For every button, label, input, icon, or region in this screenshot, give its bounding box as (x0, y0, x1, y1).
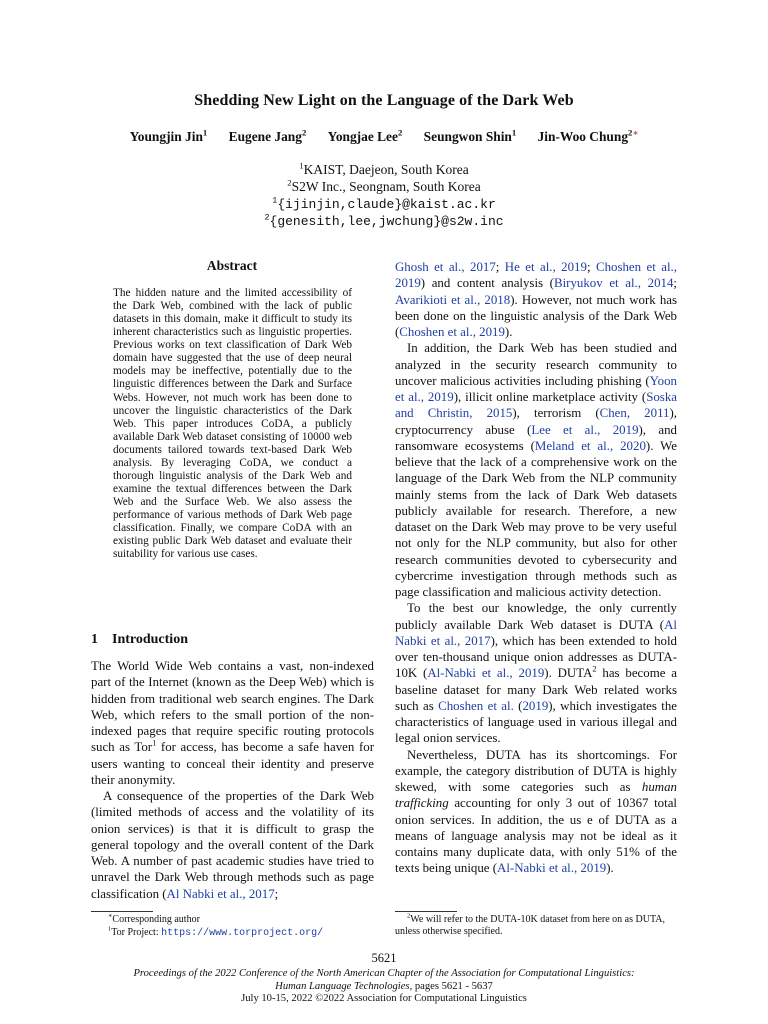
citation-link[interactable]: Lee et al., 2019 (531, 422, 639, 437)
footnote-rule (395, 911, 457, 912)
abstract-text: The hidden nature and the limited accessibility of the Dark Web, combined with the lack of public datasets in this domain, make it difficult to study its inherent characteristics such as linguistic properties. Previous works on text classification of Dark Web domain have suggested that the use of deep neural models may be ineffective, potentially due to the linguistic differences between the Dark and Surface Webs. However, not much work has been done to uncover the linguistic characteristics of the Dark Web. This paper introduces CoDA, a publicly available Dark Web dataset consisting of 10000 web documents tailored towards text-based Dark Web analysis. By leveraging CoDA, we conduct a thorough linguistic analysis of the Dark Web and examine the textual differences between the Dark Web and the Surface Web. We also assess the performance of various methods of Dark Web page classification. Finally, we compare CoDA with an existing public Dark Web dataset and evaluate their suitability for various use cases. (113, 287, 352, 561)
citation-link[interactable]: Al Nabki et al., 2017 (166, 886, 275, 901)
email-line: $^1${ijinjin,claude}@kaist.ac.kr (272, 195, 496, 212)
text-run: ; (673, 276, 678, 291)
text-run: ), cryptocurrency abuse ( (395, 406, 677, 437)
author-list (0, 129, 768, 145)
paper-title: Shedding New Light on the Language of the Dark Web (194, 92, 574, 109)
text-run: ; (586, 260, 596, 274)
paragraph (395, 340, 677, 600)
paragraph (395, 259, 677, 340)
citation-link[interactable]: Biryukov et al., 2014 (553, 276, 674, 291)
citation-link[interactable]: Choshen et al., 2019 (395, 260, 677, 291)
left-column-body (91, 658, 374, 902)
citation-link[interactable]: 2019 (522, 698, 549, 713)
footnote-rule (91, 911, 153, 912)
text-run: ), terrorism ( (512, 406, 600, 421)
citation-link[interactable]: Ghosh et al., 2017 (395, 260, 496, 274)
citation-link[interactable]: Al-Nabki et al., 2019 (427, 666, 545, 681)
citation-link[interactable]: Al Nabki et al., 2017 (395, 617, 677, 648)
text-run: ). (504, 325, 513, 339)
paragraph: A consequence of the properties of the Dark Web (limited methods of access and the volatility of its onion services) is that it is difficult to grasp the general topology and the overall content of the Dark Web. A number of past academic studies have tried to unravel the Dark Web through methods such as page classification (Al Nabki et al., 2017; (91, 789, 374, 901)
abstract-heading: Abstract (206, 258, 258, 273)
proceedings-footer: Proceedings of the 2022 Conference of the North American Chapter of the Association for Computational Linguistics: Human Language Technologies, pages 5621 - 5637 July 10-15, 2022 ©2022 Association for Computational Linguistics (133, 968, 635, 1005)
text-run: ). (606, 861, 614, 876)
affiliation: $^2$S2W Inc., Seongnam, South Korea (287, 177, 481, 194)
text-run: ), which has been extended to hold over ten-thousand unique onion addresses as DUTA-10K ( (395, 633, 677, 681)
paragraph: The World Wide Web contains a vast, non-indexed part of the Internet (known as the Deep Web) which is hidden from traditional web search engines. The Dark Web, which refers to the small portion of the non-indexed pages that require specific routing protocols such as Tor$^1$ for access, has become a safe haven for users wanting to conceal their identity and preserve their anonymity. (91, 659, 374, 787)
corresponding-mark[interactable]: ∗ (632, 127, 639, 138)
text-run: To the best our knowledge, the only currently publicly available Dark Web dataset is DUTA ( (395, 601, 677, 632)
footnote: $^2$We will refer to the DUTA-10K dataset from here on as DUTA, unless otherwise specified. (395, 912, 665, 938)
text-run: Nevertheless, DUTA has its shortcomings. For example, the category distribution of DUTA is highly skewed, with some categories such as (395, 747, 677, 794)
author: Yongjae Lee$^2$ (327, 127, 403, 144)
citation-link[interactable]: Choshen et al., 2019 (399, 325, 505, 339)
text-run: ) and content analysis ( (420, 276, 554, 291)
author: Youngjin Jin$^1$ (129, 127, 208, 144)
text-run: ). We believe that the lack of a comprehensive work on the language of the Dark Web from the NLP community mainly stems from the lack of Dark Web datasets publicly available for research. Therefore, a new dataset on the Dark Web may prove to be very useful not only for the NLP community, but also for other research communities devoted to cybersecurity and cybercrime investigation through methods such as page classification and malicious activity detection. (395, 438, 677, 599)
citation-link[interactable]: Meland et al., 2020 (534, 438, 646, 453)
text-run: In addition, the Dark Web has been studied and analyzed in the security research community to uncover malicious activities including phishing ( (395, 341, 677, 388)
author: Seungwon Shin$^1$ (423, 127, 517, 144)
author: Eugene Jang$^2$ (228, 127, 307, 144)
footnote-mark[interactable]: 2 (592, 664, 597, 674)
affiliation: $^1$KAIST, Daejeon, South Korea (299, 160, 469, 177)
footnote: ∗Corresponding author (108, 912, 200, 925)
text-run: ), which investigates the characteristics of language used in various illegal and legal onion services. (395, 698, 678, 746)
right-column-body (395, 259, 677, 877)
paragraph (395, 600, 677, 746)
citation-link[interactable]: Al-Nabki et al., 2019 (497, 861, 607, 876)
text-run: ), and ransomware ecosystems ( (395, 422, 677, 453)
text-run: ). However, not much work has been done on the linguistic analysis of the Dark Web ( (395, 292, 678, 339)
text-run: ; (495, 260, 505, 274)
text-run: human trafficking (395, 780, 677, 811)
page-number: 5621 (371, 951, 397, 965)
citation-link[interactable]: He et al., 2019 (504, 260, 587, 274)
tor-url-link[interactable]: https://www.torproject.org/ (161, 928, 324, 939)
citation-link[interactable]: Chen, 2011 (599, 406, 670, 421)
citation-link[interactable]: Yoon et al., 2019 (395, 373, 677, 404)
text-run: accounting for only 3 out of 10367 total onion services. In addition, the us e of DUTA as a means of language analysis may not be ideal as it contains many duplicate data, with only 51% of the texts being unique ( (395, 796, 677, 876)
section-heading: 1 Introduction (91, 632, 188, 647)
text-run: has become a baseline dataset for many Dark Web related works such as (395, 666, 678, 713)
email-line: $^2${genesith,lee,jwchung}@s2w.inc (264, 212, 504, 229)
footnote: $^1$Tor Project: https://www.torproject.org/ (108, 925, 324, 939)
paragraph (395, 747, 677, 877)
citation-link[interactable]: Choshen et al. (438, 698, 514, 713)
author-corresponding: Jin-Woo Chung$^{2∗}$ (537, 127, 639, 144)
text-run: ( (513, 698, 523, 713)
text-run: ). DUTA (544, 666, 593, 681)
text-run: ), illicit online marketplace activity ( (453, 390, 647, 404)
citation-link[interactable]: Soska and Christin, 2015 (395, 390, 677, 421)
citation-link[interactable]: Avarikioti et al., 2018 (395, 292, 511, 307)
